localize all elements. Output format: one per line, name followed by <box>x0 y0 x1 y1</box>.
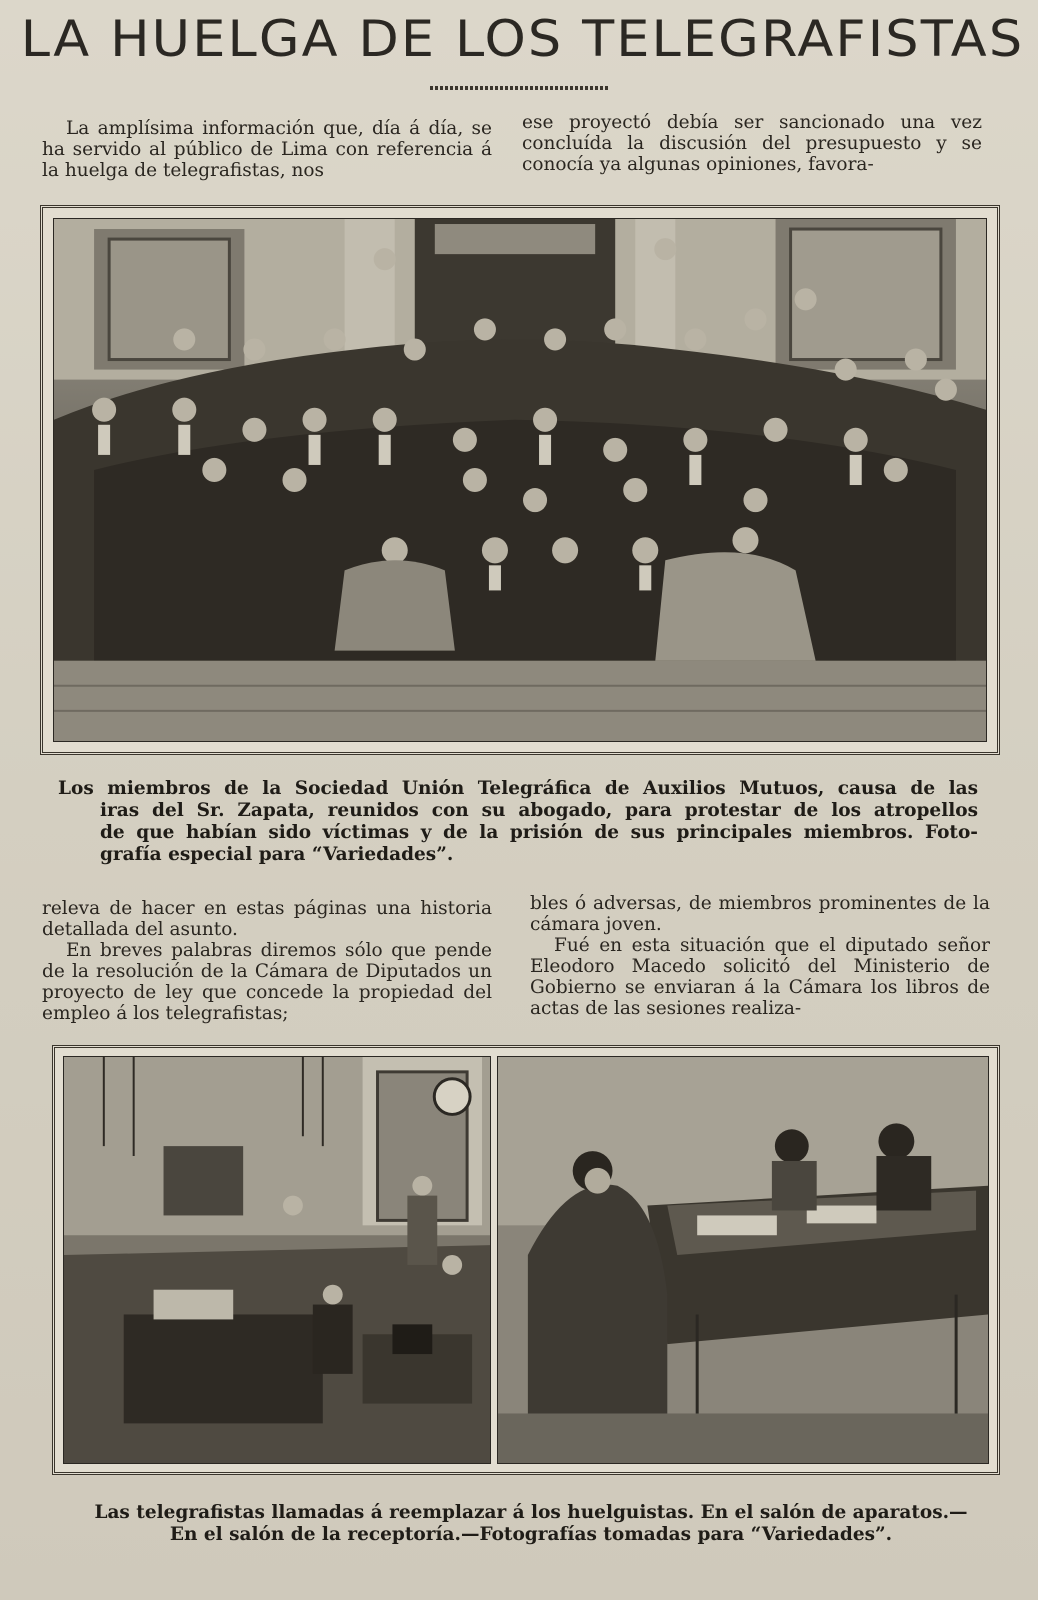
paragraph: En breves palabras diremos sólo que pende de la resolución de la Cámara de Diputados un proyecto de ley que concede la propiedad del empleo á los telegrafistas; <box>42 940 492 1024</box>
paragraph: bles ó adversas, de miembros prominentes de la cámara joven. <box>530 893 990 935</box>
paragraph: ese proyectó debía ser sancionado una vez concluída la discusión del presupuesto y se conocía ya algunas opiniones, favora- <box>522 112 982 175</box>
paragraph: releva de hacer en estas páginas una historia detallada del asunto. <box>42 898 492 940</box>
office-photos-frame <box>52 1045 1000 1475</box>
caption-line: Las telegrafistas llamadas á reemplazar á los huelguistas. En el salón de aparatos.— <box>94 1502 968 1523</box>
caption-line: En el salón de la receptoría.—Fotografías tomadas para “Variedades”. <box>169 1524 893 1545</box>
text-column-top-left <box>42 118 492 181</box>
group-photo-caption <box>58 778 978 866</box>
caption-line: de que habían sido víctimas y de la prisión de sus principales miembros. Foto- <box>100 822 978 843</box>
paragraph: La amplísima información que, día á día, se ha servido al público de Lima con referencia á la huelga de telegrafistas, nos <box>42 118 492 181</box>
apparatus-room-photo <box>63 1056 491 1464</box>
caption-line: Los miembros de la Sociedad Unión Telegráfica de Auxilios Mutuos, causa de las <box>58 778 978 799</box>
text-column-mid-right <box>530 893 990 1019</box>
caption-line: grafía especial para “Variedades”. <box>100 844 454 865</box>
group-photo <box>53 218 987 742</box>
paragraph: Fué en esta situación que el diputado señor Eleodoro Macedo solicitó del Ministerio de Gobierno se enviaran á la Cámara los libros de actas de las sesiones realiza- <box>530 935 990 1019</box>
group-photo-frame <box>40 205 1000 755</box>
caption-line: iras del Sr. Zapata, reunidos con su abogado, para protestar de los atropellos <box>100 800 978 821</box>
office-photos <box>63 1056 989 1464</box>
title-ornament-rule <box>430 86 610 90</box>
article-title: LA HUELGA DE LOS TELEGRAFISTAS <box>20 10 1025 68</box>
reception-room-photo <box>497 1056 989 1464</box>
office-photos-caption <box>66 1502 996 1546</box>
text-column-top-right <box>522 112 982 175</box>
text-column-mid-left <box>42 898 492 1024</box>
